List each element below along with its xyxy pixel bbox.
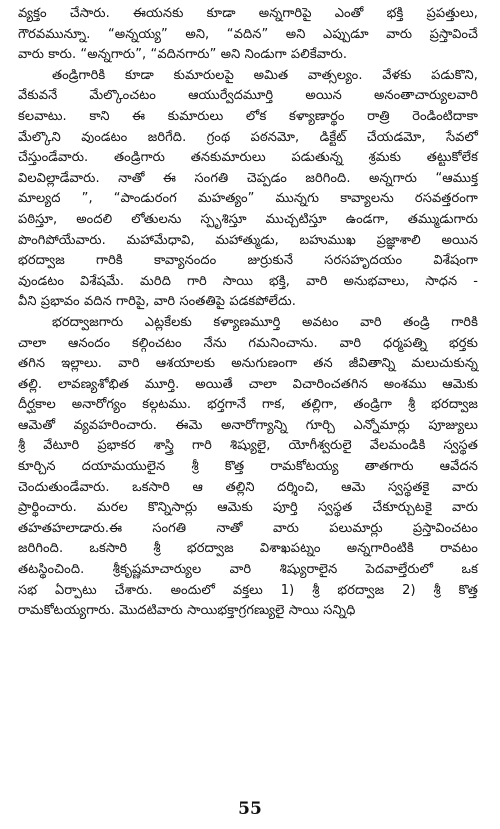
text-line: ఆమెతో వ్యవహరించారు. ఈమె అనారోగ్యాన్ని గూర్చి ఎన్నోమార్లు పూజ్యులు — [18, 417, 478, 433]
text-line: విలవిల్లాడేవారు. నాతో ఈ సంగతి చెప్పడం జరిగింది. అన్నగారు “ఆముక్త — [18, 170, 478, 186]
text-line: తటస్థించింది. శ్రీకృష్ణమాచార్యుల వారి శిష్యురాలైన పెదవాల్తేరులో ఒక — [18, 562, 478, 578]
text-line: తహతహలాడారు.ఈ సంగతి నాతో వారు పలుమార్లు ప్రస్తావించటం — [18, 520, 478, 536]
paragraph — [18, 313, 478, 622]
paragraph — [18, 4, 478, 66]
text-line: వేకువనే మేల్కొంచటం ఆయుర్వేదమూర్తి అయిన అనంతాచార్యులవారి — [18, 88, 478, 104]
text-line: వారు కారు. “అన్నగారు”, “వదినగారు” అని నిండుగా పలికేవారు. — [18, 47, 348, 63]
text-line: సభ ఏర్పాటు చేశారు. అందులో వక్తలు 1) శ్రీ భరద్వాజ 2) శ్రీ కొత్త — [18, 582, 478, 598]
text-line: వుండటం విశేషమే. మరిది గారి సాయి భక్తి, వారి అనుభవాలు, సాధన - — [18, 273, 478, 289]
paragraph — [18, 66, 478, 313]
text-line: మేల్కొని వుండటం జరిగేది. గ్రంథ పఠనమో, డిక్టేట్ చేయడమో, సేవలో — [18, 129, 478, 145]
text-line: జరిగింది. ఒకసారి శ్రీ భరద్వాజ విశాఖపట్నం అన్నగారింటికి రావటం — [18, 541, 478, 557]
text-line: తండ్రిగారికి కూడా కుమారులపై అమిత వాత్సల్యం. వేళకు పడుకొని, — [52, 67, 478, 83]
text-line: మాల్యద ”, “పాండురంగ మహత్యం” మున్నగు కావ్యాలను రసవత్తరంగా — [18, 191, 478, 207]
text-line: తగిన ఇల్లాలు. వారి ఆశయాలకు అనుగుణంగా తన జీవితాన్ని మలుచుకున్న — [18, 356, 478, 372]
page-number: 55 — [238, 799, 262, 819]
text-line: వీని ప్రభావం వదిన గారిపై, వారి సంతతిపై పడకపోలేదు. — [18, 294, 296, 310]
text-line: పొంగిపోయేవారు. మహామేధావి, మహాత్ముడు, బహుముఖ ప్రజ్ఞాశాలి అయిన — [18, 232, 478, 248]
text-line: శ్రీ వేటూరి ప్రభాకర శాస్త్రి గారి శిష్యులై, యోగీశ్వరులై వేలమండికి స్వస్థత — [18, 438, 478, 454]
text-line: చెందుతుండేవారు. ఒకసారి ఆ తల్లిని దర్శించి, ఆమె స్వస్థతకై వారు — [18, 479, 478, 495]
text-line: రామకోటయ్యగారు. మొదటివారు సాయిభక్తాగ్రగణ్యులై సాయి సన్నిధి — [18, 603, 356, 619]
text-line: ప్రార్థించారు. మరల కొన్నిసార్లు ఆమెకు పూర్తి స్వస్థత చేకూర్చుటకై వారు — [18, 500, 478, 516]
text-line: దీర్ఘకాల అనారోగ్యం కల్గటము. భర్తగానే గాక, తల్లిగా, తండ్రిగా శ్రీ భరద్వాజ — [18, 397, 478, 413]
text-body — [18, 4, 478, 622]
text-line: తల్లి. లావణ్యశోభిత మూర్తి. అయితే చాలా విచారించతగిన అంశము ఆమెకు — [18, 376, 478, 392]
text-line: గౌరవమున్నూ. “అన్నయ్య” అని, “వదిన” అని ఎప్పుడూ వారు ప్రస్తావించే — [18, 26, 478, 42]
text-line: చేస్తుండేవారు. తండ్రిగారు తనకుమారులు పడుతున్న శ్రమకు తట్టుకోలేక — [18, 150, 478, 166]
text-line: భరద్వాజగారు ఎట్లకేలకు కళ్యాణమూర్తి అవటం వారి తండ్రి గారికి — [52, 314, 478, 330]
text-line: కలవాటు. కాని ఈ కుమారులు లోక కళ్యాణార్థం రాత్రి రెండింటిదాకా — [18, 108, 478, 124]
text-line: భరద్వాజ గారికి కావ్యానందం జుర్రుకునే సరసహృదయం విశేషంగా — [18, 253, 478, 269]
text-line: చాలా ఆనందం కల్గించటం నేను గమనించాను. వారి ధర్మపత్ని భర్తకు — [18, 335, 478, 351]
text-line: వ్యక్తం చేసారు. ఈయనకు కూడా అన్నగారిపై ఎంతో భక్తి ప్రపత్తులు, — [18, 6, 478, 21]
text-line: కూర్చిన దయామయులైన శ్రీ కొత్త రామకోటయ్య తాతగారు ఆవేదన — [18, 459, 478, 475]
text-line: పఠిస్తూ, అందలి లోతులను స్పృశిస్తూ ముచ్చటిస్తూ ఉండగా, తమ్ముడుగారు — [18, 211, 478, 227]
